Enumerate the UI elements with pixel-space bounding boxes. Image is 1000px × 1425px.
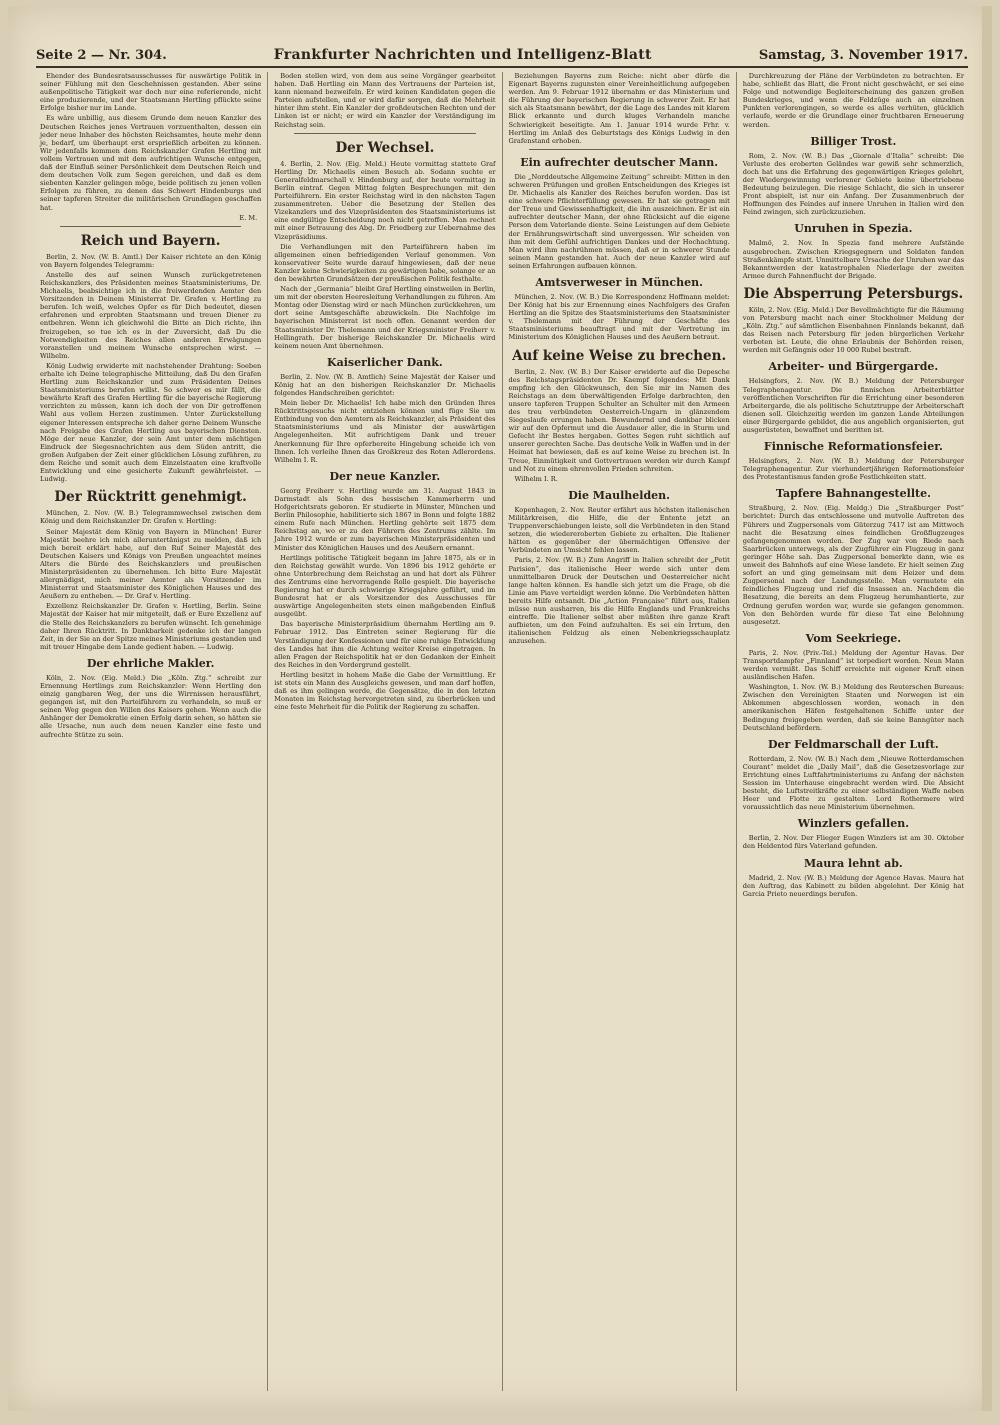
paragraph: Helsingfors, 2. Nov. (W. B.) Meldung der Petersburger Telegraphenagentur. Die finnischen Arbeiterblätter veröffentlichen Vorschriften für die Errichtung einer besonderen Arbeitergarde, die als politische Schutztruppe der Arbeiterschaft dienen soll. Gleichzeitig werden im ganzen Lande Abteilungen einer Bürgergarde gebildet, die aus angeblich organisierten, gut ausgerüsteten, bewaffnet und beritten ist. [742, 377, 964, 434]
headline: Der ehrliche Makler. [86, 656, 215, 670]
paragraph: König Ludwig erwiderte mit nachstehender Drahtung: Soeben erhalte ich Deine telegraphische Mitteilung, daß Du den Grafen Hertling zum Reichskanzler und zum Präsidenten Deines Staatsministeriums berufen willst. So schwer es mir fällt, die bewährte Kraft des Grafen Hertling für die bayerische Regierung verzichten zu müssen, kann ich doch der von Dir getroffenen Wahl aus vollem Herzen zustimmen. Unter Zurückstellung eigener Interessen entspreche ich daher gerne Deinem Wunsche nach Freigabe des Grafen Hertling aus bayerischen Diensten. Möge der neue Kanzler, der sein Amt unter dem mächtigen Eindruck der Siegesnachrichten aus dem Süden antritt, die großen Aufgaben der Zeit einer glücklichen Lösung zuführen, zu dem Reiche und somit auch dem Einzelstaaten eine kraftvolle Entwicklung und eine gesicherte Zukunft gewährleistet. — Ludwig. [40, 361, 262, 484]
issue-date: Samstag, 3. November 1917. [758, 47, 968, 63]
paragraph: Washington, 1. Nov. (W. B.) Meldung des Reuterschen Bureaus: Zwischen den Vereinigten Staaten und Norwegen ist ein Abkommen abgeschlossen worden, wonach in den amerikanischen Häfen festgehaltenen Schiffe unter der Bedingung freigegeben werden, daß sie keine Banngüter nach Deutschland befördern. [742, 683, 964, 732]
paragraph: Rom, 2. Nov. (W. B.) Das „Giornale d’Italia“ schreibt: Die Verluste des eroberten Geländes war gewiß sehr schmerzlich, doch hat uns die Erfahrung des gegenwärtigen Krieges gelehrt, der Wiedergewinnung verlorener Gebiete keine übertriebene Bedeutung beizulegen. Die riesige Schlacht, die sich in unserer Front abspielt, ist nur ein Anfang. Der Zusammenbruch der Hoffnungen des Feindes auf innere Unruhen in Italien wird den Feind zwingen, sich zurückzuziehen. [742, 151, 964, 217]
paragraph: Exzellenz Reichskanzler Dr. Grafen v. Hertling, Berlin. Seine Majestät der Kaiser hat mir mitgeteilt, daß er Eure Exzellenz auf die Stelle des Reichskanzlers zu berufen wünscht. Ich genehmige daher Ihren Rücktritt. In Dankbarkeit gedenke ich der langen Zeit, in der Sie an der Spitze meines Ministeriums gestanden und mit treuer Hingabe dem Lande gedient haben. — Ludwig. [40, 602, 262, 651]
paragraph: Wilhelm I. R. [514, 474, 558, 483]
paragraph: Seiner Majestät dem König von Bayern in München! Eurer Majestät beehre ich mich alleruntertänigst zu melden, daß ich mich bereit erklärt habe, auf den Ruf Seiner Majestät des Deutschen Kaisers und Königs von Preußen ungeachtet meines Alters die Bürde des Reichskanzlers und preußischen Ministerpräsidenten zu übernehmen. Ich bitte Eure Majestät allergnädigst, mich meiner Aemter als Vorsitzender im Ministerrat und Staatsminister des Königlichen Hauses und des Aeußern zu entheben. — Dr. Graf v. Hertling. [40, 527, 262, 601]
article-body [743, 152, 964, 217]
headline: Ein aufrechter deutscher Mann. [520, 155, 719, 169]
article-body [509, 506, 730, 646]
columns [34, 72, 970, 1391]
article-body [509, 173, 730, 270]
headline: Der Rücktritt genehmigt. [54, 489, 247, 506]
headline: Reich und Bayern. [80, 232, 221, 249]
headline: Finnische Reformationsfeier. [763, 440, 943, 454]
article-body [274, 160, 495, 350]
article-body [743, 239, 964, 279]
headline: Auf keine Weise zu brechen. [512, 347, 727, 364]
paragraph: Mein lieber Dr. Michaelis! Ich habe mich den Gründen Ihres Rücktrittsgesuchs nicht entziehen können und füge Sie um Entbindung von den Aemtern als Reichskanzler, als Präsident des Staatsministeriums und als Minister der auswärtigen Angelegenheiten. Mit aufrichtigem Dank und treuer Anerkennung für Ihre opferbereite Hingebung scheide ich von Ihnen. Ich verleihe Ihnen das Großkreuz des Roten Adlerordens. Wilhelm I. R. [274, 399, 496, 464]
article-body [274, 72, 495, 129]
article-body [743, 504, 964, 625]
page-number: Seite 2 — Nr. 304. [36, 47, 167, 63]
page-edge [982, 6, 992, 1411]
paragraph: Die „Norddeutsche Allgemeine Zeitung“ schreibt: Mitten in den schweren Prüfungen und großen Entscheidungen des Krieges ist Dr. Michaelis als Kanzler des Reiches berufen worden. Das ist eine schwere Pflichterfüllung gewesen. Er hat sie getragen mit der Treue und Gewissenhaftigkeit, die ihn auszeichnen. Er ist ein aufrechter deutscher Mann, der ohne Rücksicht auf die eigene Person dem Vaterlande diente. Seine Leistungen auf dem Gebiete der Ernährungswirtschaft sind unvergessen. Wir scheiden von ihm mit dem Gefühl aufrichtigen Dankes und der Hochachtung. Man wird ihm nachrühmen müssen, daß er in schwerer Stunde seinen Mann gestanden hat. Auch der neue Kanzler wird auf seinen Erfahrungen aufbauen können. [508, 172, 730, 270]
paragraph: Es wäre unbillig, aus diesem Grunde dem neuen Kanzler des Deutschen Reiches jenes Vertrauen vorzuenthalten, dessen ein jeder neue Inhaber des höchsten Reichsamtes, heute mehr denn je, bedarf, um überhaupt erst ersprießlich arbeiten zu können. Wir jedenfalls kommen dem Reichskanzler Grafen Hertling mit vollem Vertrauen und mit dem aufrichtigen Wunsche entgegen, daß der Einfluß seiner Persönlichkeit dem Deutschen Reich und dem deutschen Volk zum Segen gereichen, und daß es dem siebenten Kanzler gelingen möge, beide politisch zu jenen vollen Erfolgen zu führen, zu denen das Schwert Hindenburgs und seiner tapferen Streiter die militärischen Grundlagen geschaffen hat. [40, 114, 262, 212]
article-body [743, 457, 964, 481]
headline: Die Absperrung Petersburgs. [743, 285, 964, 302]
article-body [743, 306, 964, 355]
paragraph: Köln, 2. Nov. (Eig. Meld.) Der Bevollmächtigte für die Räumung von Petersburg macht nach einer Stockholmer Meldung der „Köln. Ztg.“ auf sämtlichen Eisenbahnen Finnlands bekannt, daß das Reisen nach Petersburg für jeden bürgerlichen Verkehr verboten ist. Leute, die ohne Erlaubnis der Behörden reisen, werden mit Gefängnis oder 10 000 Rubel bestraft. [742, 305, 964, 355]
paragraph: 4. Berlin, 2. Nov. (Eig. Meld.) Heute vormittag stattete Graf Hertling Dr. Michaelis einen Besuch ab. Sodann suchte er Generalfeldmarschall v. Hindenburg auf, der heute vormittag in Berlin eintraf. Gegen Mittag folgten Besprechungen mit den Parteiführern. Ein erster Reichstag wird in den nächsten Tagen zusammentreten. Ueber die Besetzung der Stellen des Vizekanzlers und des Vizepräsidenten des Staatsministeriums ist eine endgültige Entscheidung noch nicht getroffen. Man rechnet mit einer Betrauung des Abg. Dr. Friedberg zur Uebernahme des Vizepräsidiums. [274, 159, 496, 241]
headline: Winzlers gefallen. [797, 817, 910, 831]
paragraph: Paris, 2. Nov. (Priv.-Tel.) Meldung der Agentur Havas. Der Transportdampfer „Finnland“ ist torpediert worden. Neun Mann werden vermißt. Das Schiff erreichte mit eigener Kraft einen ausländischen Hafen. [742, 648, 964, 682]
paragraph: Kopenhagen, 2. Nov. Reuter erfährt aus höchsten italienischen Militärkreisen, die Hilfe, die der Entente jetzt an Truppenverschiebungen leiste, soll die Verbündeten in den Stand setzen, die wiedereroberten Gebiete zu erhalten. Die Italiener hätten es gegenüber der übermächtigen Offensive der Verbündeten an Umsicht fehlen lassen. [508, 505, 730, 555]
paragraph: Berlin, 2. Nov. (W. B. Amtl.) Der Kaiser richtete an den König von Bayern folgendes Telegramm: [40, 252, 262, 269]
article-body [743, 834, 964, 850]
paragraph: Hertling besitzt in hohem Maße die Gabe der Vermittlung. Er ist stets ein Mann des Ausgleichs gewesen, und man darf hoffen, daß es ihm gelingen werde, die Gegensätze, die in den letzten Monaten im Reichstag hervorgetreten sind, zu überbrücken und eine feste Mehrheit für die Politik der Regierung zu schaffen. [274, 670, 496, 712]
column-1 [34, 72, 268, 1391]
column-4 [737, 72, 970, 1391]
paragraph: Beziehungen Bayerns zum Reiche: nicht aber dürfe die Eigenart Bayerns zugunsten einer Vereinheitlichung aufgegeben werden. Am 9. Februar 1912 übernahm er das Ministerium und die Führung der bayerischen Regierung in schwerer Zeit. Er hat sich als Staatsmann bewährt, der die Lage des Landes mit klarem Blick erkannte und durch kluges Verhandeln manche Schwierigkeit beseitigte. Am 1. Januar 1914 wurde Frhr. v. Hertling im Anlaß des Geburtstags des Königs Ludwig in den Grafenstand erhoben. [508, 72, 730, 145]
headline: Amtsverweser in München. [535, 275, 703, 289]
paragraph: Anstelle des auf seinen Wunsch zurückgetretenen Reichskanzlers, des Präsidenten meines Staatsministeriums, Dr. Michaelis, beabsichtige ich in die freiwerdenden Aemter den Vorsitzenden in Deinem Ministerrat Dr. Grafen v. Hertling zu berufen. Ich weiß, welches Opfer es für Dich bedeutet, diesen erfahrenen und erprobten Staatsmann und treuen Diener zu entbehren. Wenn ich gleichwohl die Bitte an Dich richte, ihn freizugeben, so tue ich es in der Zuversicht, daß Du die Notwendigkeiten des Reiches allen anderen Erwägungen voranstellen und meinem Wunsche entsprechen wirst. — Wilhelm. [40, 270, 262, 360]
paragraph: München, 2. Nov. (W. B.) Telegrammwechsel zwischen dem König und dem Reichskanzler Dr. Grafen v. Hertling: [40, 509, 262, 526]
paragraph: Berlin, 2. Nov. (W. B. Amtlich) Seine Majestät der Kaiser und König hat an den bisherigen Reichskanzler Dr. Michaelis folgendes Handschreiben gerichtet: [274, 372, 496, 397]
article-body [274, 487, 495, 712]
paragraph: Straßburg, 2. Nov. (Eig. Meldg.) Die „Straßburger Post“ berichtet: Durch das entschlossene und mutvolle Auftreten des Führers und Zugpersonals vom Güterzug 7417 ist am Mittwoch nacht die Besatzung eines feindlichen Großflugzeuges gefangengenommen worden. Der Zug war von Riede nach Saarbrücken unterwegs, als der Zugführer ein Flugzeug in ganz geringer Höhe sah. Das Zugpersonal bemerkte dann, wie es unweit des Bahnhofs auf eine Wiese landete. Er hielt seinen Zug sofort an und ging gemeinsam mit dem Heizer und dem Zugpersonal nach der Landungsstelle. Man vermutete ein feindliches Flugzeug und rief die Insassen an. Nachdem die Besatzung, die bereits an dem Flugzeug herumhantierte, zur Ordnung gerufen worden war, wurde sie gefangen genommen. Von den Behörden wurde für diese Tat eine Belohnung ausgesetzt. [742, 504, 964, 626]
paragraph: Köln, 2. Nov. (Eig. Meld.) Die „Köln. Ztg.“ schreibt zur Ernennung Hertlings zum Reichskanzler: Wenn Hertling den einzig gangbaren Weg, der uns die Wirrnissen herausführt, gegangen ist, mit den Parteiführern zu verhandeln, so muß er seinen Weg gegen den Willen des Kaisers gehen. Wenn auch die Anhänger der Demokratie einen Erfolg darin sehen, so hätten sie alle Ursache, nun auch dem neuen Kanzler eine feste und aufrechte Stütze zu sein. [40, 673, 262, 739]
paragraph: München, 2. Nov. (W. B.) Die Korrespondenz Hoffmann meldet: Der König hat bis zur Ernennung eines Nachfolgers des Grafen Hertling an die Spitze des Staatsministeriums den Staatsminister v. Thelemann mit der Führung der Geschäfte des Staatsministeriums beauftragt und mit der Vertretung im Ministerium des Königlichen Hauses und des Aeußern betraut. [508, 292, 730, 342]
headline: Maura lehnt ab. [803, 856, 903, 870]
headline: Der Wechsel. [335, 139, 435, 156]
article-body [509, 72, 730, 145]
headline: Billiger Trost. [810, 134, 897, 148]
article-body [743, 755, 964, 812]
masthead-title: Frankfurter Nachrichten und Intelligenz-Blatt [273, 47, 652, 63]
article-body [743, 649, 964, 732]
article-body [40, 509, 261, 651]
paragraph: Berlin, 2. Nov. Der Flieger Eugen Winzlers ist am 30. Oktober den Heldentod fürs Vaterland gefunden. [742, 834, 964, 851]
paragraph: Malmö, 2. Nov. In Spezia fand mehrere Aufstände ausgebrochen. Zwischen Kriegsgegnern und Soldaten fanden Straßenkämpfe statt. Unmittelbare Ursache der Unruhen war das Bekanntwerden der katastrophalen Niederlage der zweiten Armee durch Fahnenflucht der Brigade. [742, 239, 965, 280]
paragraph: Madrid, 2. Nov. (W. B.) Meldung der Agence Havas. Maura hat den Auftrag, das Kabinett zu bilden abgelehnt. Der König hat Garcia Prieto neuerdings berufen. [742, 873, 964, 898]
divider [294, 133, 475, 134]
article-body [743, 72, 964, 129]
article-body [743, 874, 964, 898]
paragraph: Rotterdam, 2. Nov. (W. B.) Nach dem „Nieuwe Rotterdamschen Courant“ meldet die „Daily Mail“, daß die Gesetzesvorlage zur Errichtung eines Luftfahrtministeriums zu Anfang der nächsten Session im Unterhause eingebracht werden wird. Die Absicht besteht, die Luftstreitkräfte zu einer selbständigen Waffe neben Heer und Flotte zu gestalten. Lord Rothermere wird voraussichtlich das neue Ministerium übernehmen. [742, 754, 964, 812]
article-body [40, 674, 261, 739]
paragraph: Ehender des Bundesratsausschusses für auswärtige Politik in seiner Fühlung mit den Geschehnissen gestanden. Aber seine außenpolitische Tätigkeit war doch nur eine referierende, nicht eine produzierende, und der Staatsmann Hertling pflückte seine Erfolge bisher nur im Lande. [40, 72, 262, 113]
column-2 [268, 72, 502, 1391]
divider [529, 149, 710, 150]
article-signature: E. M. [239, 213, 258, 222]
paragraph: Durchkreuzung der Pläne der Verbündeten zu betrachten. Er habe, schließt das Blatt, die Front nicht geschwächt, er sei eine Folge und notwendige Begleiterscheinung des ganzen großen Bundeskrieges, und wenn die Feldzüge auch an einzelnen Punkten verlorengingen, so werde es alles verhüten, glücklich verlaufe, werde er die Grundlage einer fruchtbaren Erneuerung werden. [742, 72, 964, 129]
headline: Der neue Kanzler. [329, 469, 441, 483]
article-body [40, 253, 261, 484]
paragraph: Georg Freiherr v. Hertling wurde am 31. August 1843 in Darmstadt als Sohn des hessischen Kammerherrn und Hofgerichtsrats geboren. Er studierte in Münster, München und Berlin Philosophie, habilitierte sich 1867 in Bonn und folgte 1882 einem Rufe nach München. Hertling gehörte seit 1875 dem Reichstag an, wo er zu den Führern des Zentrums zählte. Im Jahre 1912 wurde er zum bayerischen Ministerpräsidenten und Minister des Königlichen Hauses und des Aeußern ernannt. [274, 486, 496, 552]
paragraph: Paris, 2. Nov. (W. B.) Zum Angriff in Italien schreibt der „Petit Parisien“, das italienische Heer werde sich unter dem unmittelbaren Druck der Deutschen und Oesterreicher nicht lange halten können. Es handle sich jetzt um die Frage, ob die Linie am Piave verteidigt werden könne. Die Verbündeten hätten bereits Hilfe entsandt. Die „Action Française“ führt aus, Italien müsse nun ausharren, bis die Hilfe Englands und Frankreichs eintreffe. Die Italiener selbst aber müßten ihre ganze Kraft aufbieten, um den Feind aufzuhalten. Es sei ein Irrtum, den italienischen Feldzug als einen Nebenkriegsschauplatz anzusehen. [508, 556, 730, 646]
page-header [36, 44, 968, 68]
article-body [509, 368, 730, 483]
headline: Vom Seekriege. [805, 631, 902, 645]
divider [60, 226, 241, 227]
article-body [274, 373, 495, 464]
paragraph: Berlin, 2. Nov. (W. B.) Der Kaiser erwiderte auf die Depesche des Reichstagspräsidenten Dr. Kaempf folgendes: Mit Dank empfing ich den Glückwunsch, den Sie mir im Namen des Reichstags an dem überwältigenden Erfolge darbrachten, den unsere tapferen Truppen Schulter an Schulter mit den Armeen des treu verbündeten Oesterreich-Ungarn in glänzendem Siegeslaufe errungen haben. Bewundernd und dankbar blicken wir auf den Opfermut und die Ausdauer aller, die in Sturm und Gefecht ihr Bestes hergaben. Gottes Segen ruht sichtlich auf unserer gerechten Sache. Das deutsche Volk in Waffen und in der Heimat hat bewiesen, daß es auf keine Weise zu brechen ist. In Treue, Einmütigkeit und Gottvertrauen werden wir durch Kampf und Not zu einem ehrenvollen Frieden schreiten. [508, 367, 730, 473]
paragraph: Das bayerische Ministerpräsidium übernahm Hertling am 9. Februar 1912. Das Eintreten seiner Regierung für die Verständigung der Konfessionen und für eine ruhige Entwicklung des Landes hat ihm die Achtung weiter Kreise eingetragen. In allen Fragen der Reichspolitik hat er den Gedanken der Einheit des Reiches in den Vordergrund gestellt. [274, 620, 496, 669]
paragraph: Boden stellen wird, von dem aus seine Vorgänger gearbeitet haben. Daß Hertling ein Mann des Vertrauens der Parteien ist, kann niemand bezweifeln. Er wird keinen Kandidaten gegen die Parteien aufstellen, und er wird dafür sorgen, daß die Mehrheit hinter ihm steht. Ein Kanzler der großdeutschen Rechten und der Linken ist er nicht; er wird ein Kanzler der Verständigung im Reichstag sein. [274, 72, 496, 129]
paragraph: Helsingfors, 2. Nov. (W. B.) Meldung der Petersburger Telegraphenagentur. Zur vierhundertjährigen Reformationsfeier des Protestantismus fanden große Festlichkeiten statt. [742, 457, 964, 482]
headline: Arbeiter- und Bürgergarde. [768, 360, 939, 374]
headline: Kaiserlicher Dank. [327, 355, 443, 369]
headline: Die Maulhelden. [568, 488, 670, 502]
paragraph: Die Verhandlungen mit den Parteiführern haben im allgemeinen einen befriedigenden Verlauf genommen. Von konservativer Seite wurde darauf hingewiesen, daß der neue Kanzler keine Schwierigkeiten zu gewärtigen habe, solange er an den bewährten Grundsätzen der preußischen Politik festhalte. [274, 242, 496, 283]
article-body [40, 72, 261, 212]
newspaper-page [8, 6, 992, 1411]
headline: Unruhen in Spezia. [794, 222, 913, 236]
headline: Tapfere Bahnangestellte. [775, 487, 931, 501]
paragraph: Nach der „Germania“ bleibt Graf Hertling einstweilen in Berlin, um mit der obersten Heeresleitung Verhandlungen zu führen. Am Montag oder Dienstag wird er nach München zurückkehren, um dort seine Amtsgeschäfte abzuwickeln. Die Nachfolge im bayerischen Ministerrat ist noch offen. Genannt werden der Staatsminister Dr. Thelemann und der Kriegsminister Freiherr v. Hellingrath. Der bisherige Reichskanzler Dr. Michaelis wird keinem neuen Amt übernehmen. [274, 285, 496, 350]
article-body [743, 377, 964, 434]
headline: Der Feldmarschall der Luft. [768, 737, 939, 751]
paragraph: Hertlings politische Tätigkeit begann im Jahre 1875, als er in den Reichstag gewählt wurde. Von 1896 bis 1912 gehörte er ohne Unterbrechung dem Reichstag an und hat dort als Führer des Zentrums eine hervorragende Rolle gespielt. Die bayerische Regierung hat er durch schwierige Kriegsjahre geführt, und im Bundesrat hat er als Vorsitzender des Ausschusses für auswärtige Angelegenheiten stets einen maßgebenden Einfluß ausgeübt. [274, 553, 496, 619]
column-3 [503, 72, 737, 1391]
article-body [509, 293, 730, 342]
